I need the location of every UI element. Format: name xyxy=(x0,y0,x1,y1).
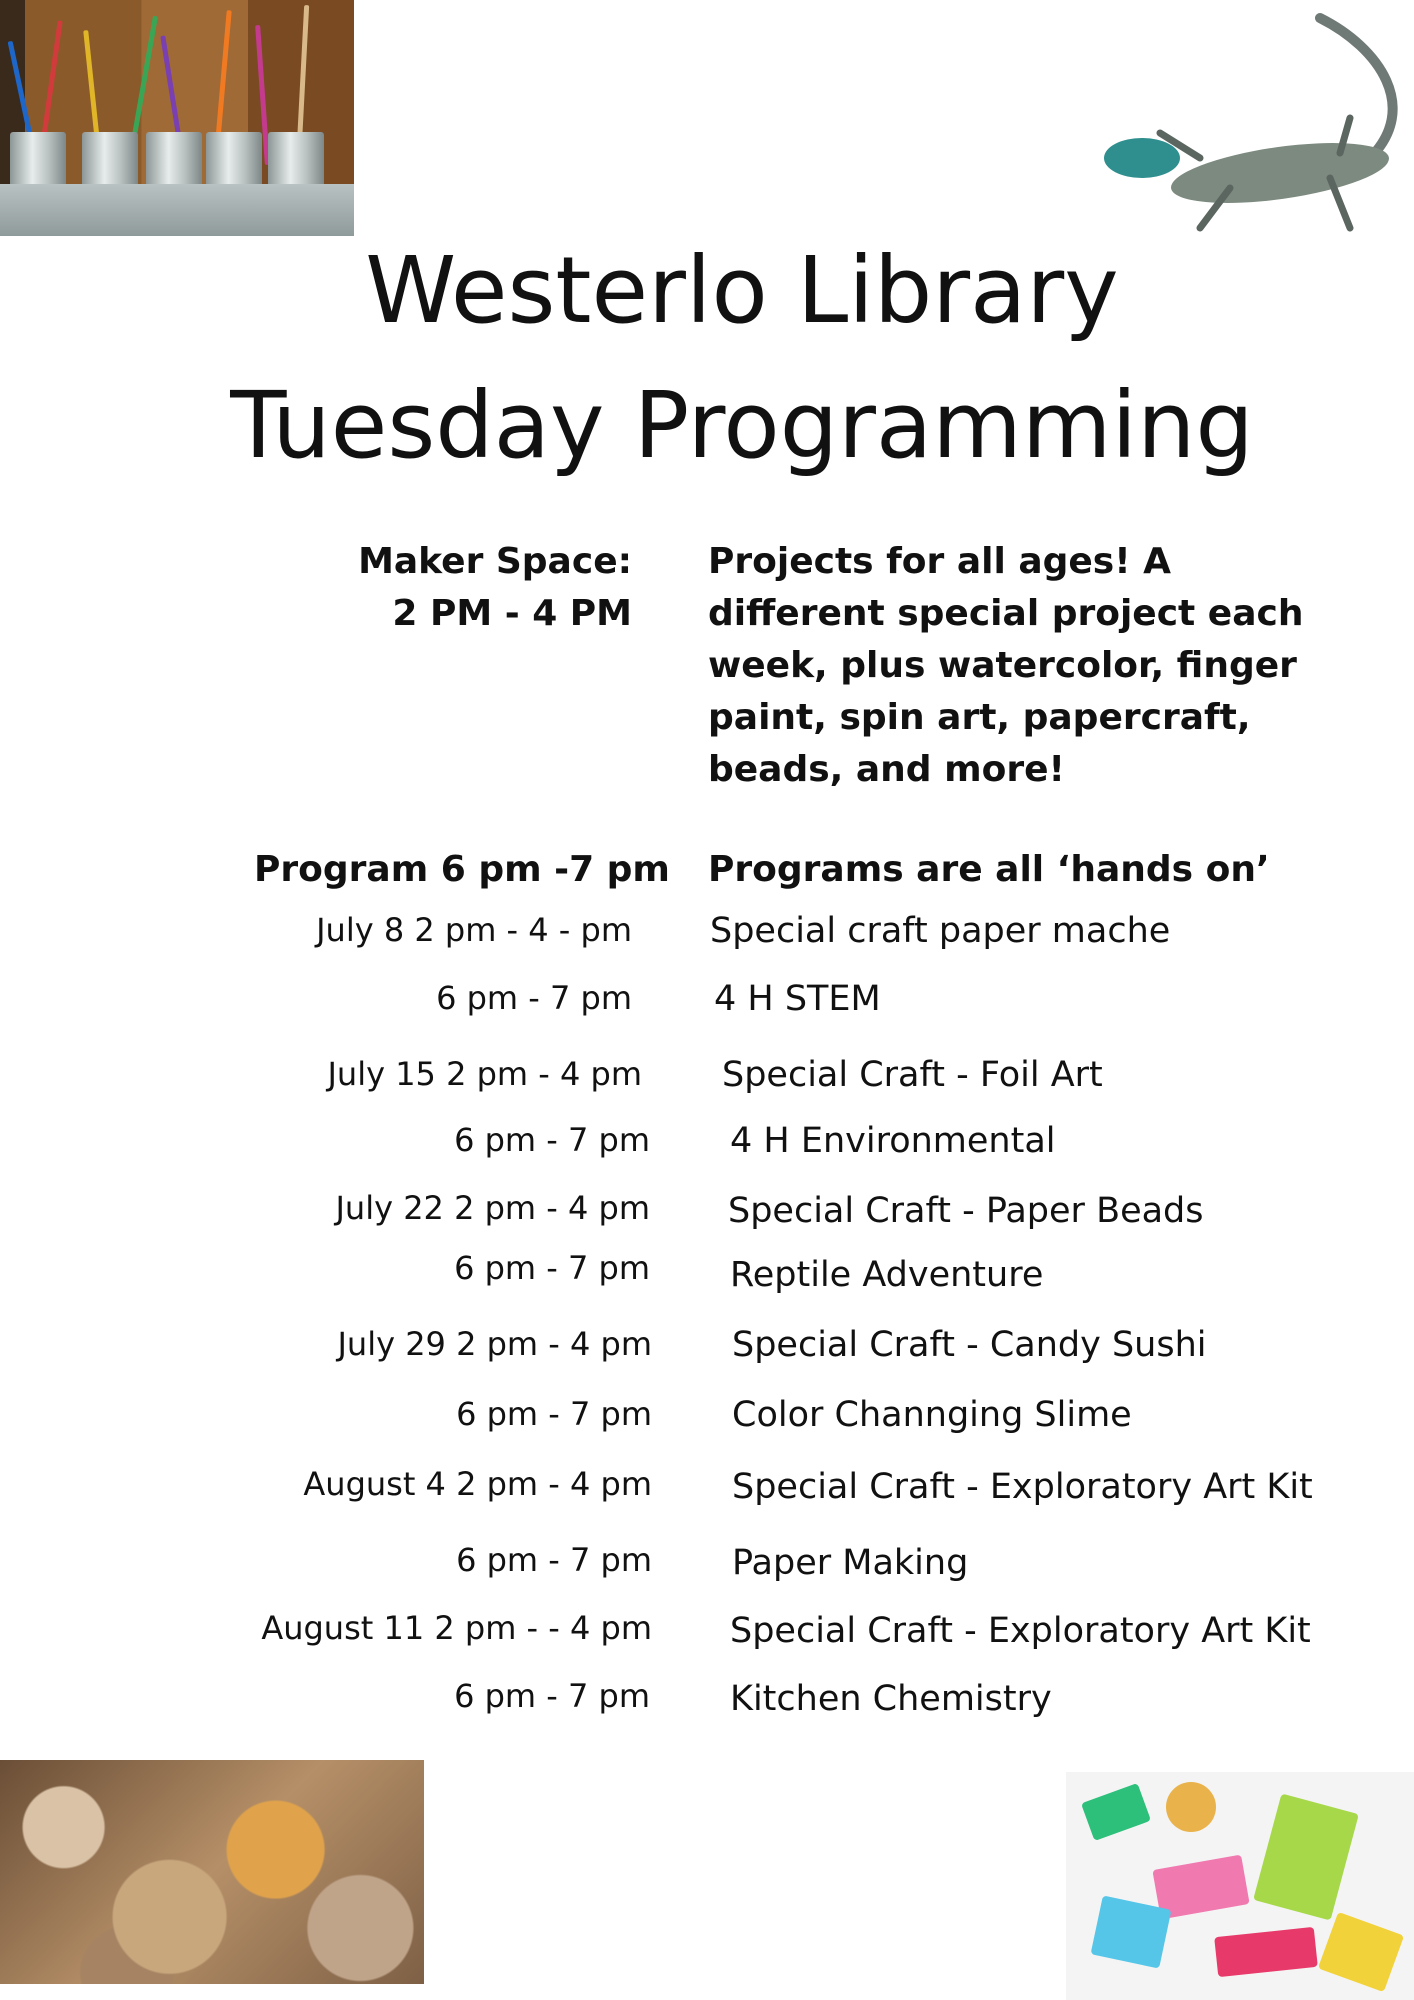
craft-supplies-photo xyxy=(1066,1772,1414,2000)
schedule-time: August 4 2 pm - 4 pm xyxy=(303,1465,652,1503)
schedule-program: Color Channging Slime xyxy=(732,1395,1132,1435)
schedule-program: Reptile Adventure xyxy=(730,1255,1044,1295)
schedule-time: 6 pm - 7 pm xyxy=(454,1249,650,1287)
schedule-time: 6 pm - 7 pm xyxy=(454,1121,650,1159)
lizard-photo xyxy=(1080,8,1414,264)
maker-space-section xyxy=(300,536,632,640)
program-time-header: Program 6 pm -7 pm xyxy=(254,849,670,890)
schedule-program: Paper Making xyxy=(732,1543,969,1583)
schedule-time: July 22 2 pm - 4 pm xyxy=(335,1189,650,1227)
library-name-heading: Westerlo Library xyxy=(365,237,1119,344)
maker-space-description: Projects for all ages! A different special project each week, plus watercolor, finger paint, spin art, papercraft, beads, and more! xyxy=(708,541,1304,790)
schedule-program: 4 H STEM xyxy=(714,979,881,1019)
schedule-time: July 29 2 pm - 4 pm xyxy=(337,1325,652,1363)
schedule-time: July 15 2 pm - 4 pm xyxy=(327,1055,642,1093)
schedule-program: Kitchen Chemistry xyxy=(730,1679,1052,1719)
schedule-time: 6 pm - 7 pm xyxy=(454,1677,650,1715)
schedule-time: 6 pm - 7 pm xyxy=(456,1395,652,1433)
schedule-time: 6 pm - 7 pm xyxy=(456,1541,652,1579)
schedule-time: July 8 2 pm - 4 - pm xyxy=(316,911,632,949)
program-note-header: Programs are all ‘hands on’ xyxy=(708,849,1270,890)
maker-space-label: Maker Space: xyxy=(358,541,632,582)
schedule-program: Special Craft - Exploratory Art Kit xyxy=(730,1611,1311,1651)
schedule-program: Special Craft - Paper Beads xyxy=(728,1191,1204,1231)
maker-space-time: 2 PM - 4 PM xyxy=(392,593,632,634)
schedule-time: August 11 2 pm - - 4 pm xyxy=(261,1609,652,1647)
schedule-program: Special Craft - Foil Art xyxy=(722,1055,1103,1095)
schedule-program: Special Craft - Exploratory Art Kit xyxy=(732,1467,1313,1507)
schedule-program: Special Craft - Candy Sushi xyxy=(732,1325,1207,1365)
programming-heading: Tuesday Programming xyxy=(230,372,1254,479)
schedule-program: 4 H Environmental xyxy=(730,1121,1056,1161)
schedule-time: 6 pm - 7 pm xyxy=(436,979,632,1017)
schedule-program: Special craft paper mache xyxy=(710,911,1171,951)
paper-beads-photo xyxy=(0,1760,424,1984)
art-supplies-photo xyxy=(0,0,354,236)
